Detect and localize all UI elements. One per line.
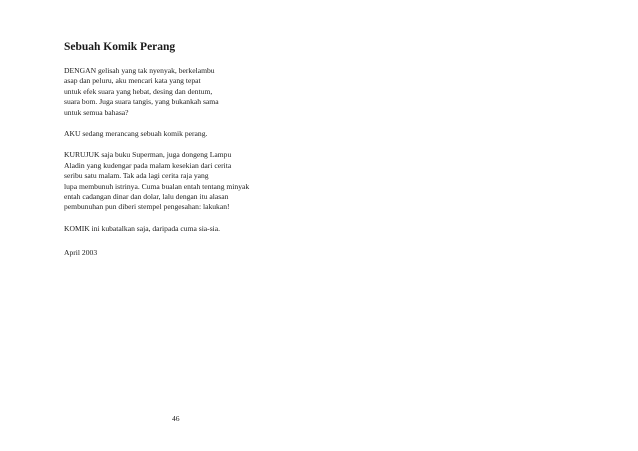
stanza-3 (64, 150, 364, 212)
stanza-4 (64, 224, 364, 234)
page-number: 46 (172, 414, 180, 423)
poem-line: Aladin yang kudengar pada malam kesekian dari cerita (64, 160, 232, 170)
poem-line: KOMIK ini kubatalkan saja, daripada cuma sia-sia. (64, 223, 221, 233)
poem-line: seribu satu malam. Tak ada lagi cerita raja yang (64, 171, 209, 181)
stanza-1 (64, 66, 364, 118)
poem-block (64, 40, 364, 259)
poem-title: Sebuah Komik Perang (64, 41, 176, 53)
poem-line: lupa membunuh istrinya. Cuma bualan entah tentang minyak (64, 181, 250, 191)
poem-line: untuk semua bahasa? (64, 107, 129, 117)
poem-line: pembunuhan pun diberi stempel pengesahan: lakukan! (64, 202, 230, 212)
stanza-2 (64, 129, 364, 139)
poem-line: entah cadangan dinar dan dolar, lalu dengan itu alasan (64, 192, 229, 202)
poem-line: AKU sedang merancang sebuah komik perang. (64, 129, 208, 139)
poem-date: April 2003 (64, 248, 98, 258)
poem-line: DENGAN gelisah yang tak nyenyak, berkelambu (64, 66, 215, 75)
poem-line: KURUJUK saja buku Superman, juga dongeng Lampu (64, 150, 232, 160)
poem-line: suara bom. Juga suara tangis, yang bukankah sama (64, 97, 219, 107)
poem-line: untuk efek suara yang hebat, desing dan dentum, (64, 86, 213, 96)
poem-line: asap dan peluru, aku mencari kata yang tepat (64, 76, 201, 86)
